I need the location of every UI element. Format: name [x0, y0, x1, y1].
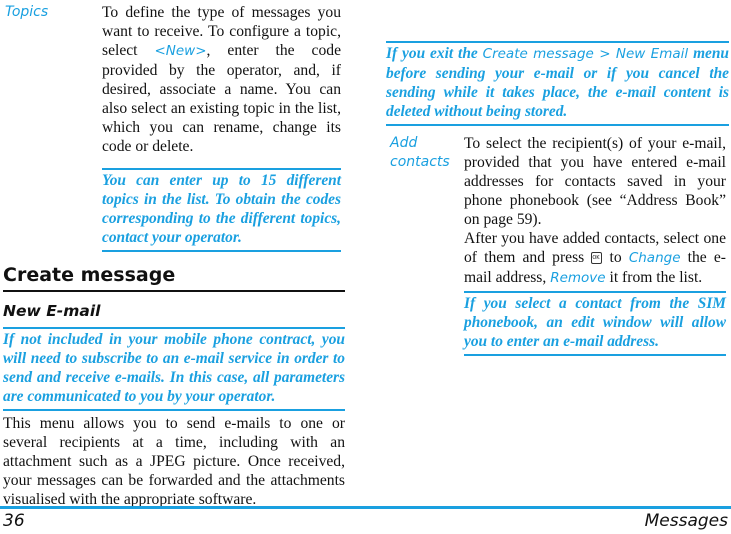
- text: it from the list.: [605, 269, 703, 286]
- section-name: Messages: [644, 511, 728, 531]
- topics-note: You can enter up to 15 different topics in the list. To obtain the codes corresponding to the different topics, contact your operator.: [102, 168, 341, 252]
- topics-description: [102, 3, 341, 156]
- text: If you exit the: [386, 45, 483, 62]
- change-keyword: Change: [628, 250, 681, 266]
- topics-label: Topics: [5, 4, 49, 20]
- remove-keyword: Remove: [550, 270, 606, 286]
- text: menu before sending your e-mail or if you cancel the sending while it takes place, the e-mail content is deleted without being stored.: [386, 45, 729, 120]
- add-contacts-description: [464, 134, 726, 288]
- subsection-heading: [3, 302, 345, 320]
- sim-note: If you select a contact from the SIM phonebook, an edit window will allow you to enter an e-mail address.: [464, 291, 726, 356]
- page-number: 36: [3, 511, 25, 531]
- new-email-description: This menu allows you to send e-mails to one or several recipients at a time, including with an attachment such as a JPEG picture. Once received, your messages can be forwarded and the attachments visualised with the appropriate software.: [3, 415, 345, 508]
- exit-note: [386, 41, 729, 126]
- menu-path: Create message > New Email: [482, 46, 689, 62]
- text: to: [602, 249, 629, 266]
- text: After you have added contacts, select one of them and press: [464, 230, 726, 266]
- add-contacts-label: Add contacts: [390, 135, 450, 170]
- section-heading: [3, 264, 345, 292]
- text: To select the recipient(s) of your e-mail, provided that you have entered e-mail addresses for contacts saved in your phone phonebook (see “Address Book” on page 59).: [464, 135, 726, 228]
- new-keyword: <New>: [154, 43, 207, 59]
- create-message-heading: Create message: [3, 264, 176, 286]
- subscription-note: If not included in your mobile phone contract, you will need to subscribe to an e-mail service in order to send and receive e-mails. In this case, all parameters are communicated to you by your operator.: [3, 327, 345, 411]
- ok-key-icon: OK: [591, 252, 602, 264]
- text: To define the type of messages you want to receive. To configure a topic, select: [102, 4, 341, 59]
- text: , enter the code provided by the operator, and, if desired, associate a name. You can also select an existing topic in the list, which you can rename, change its code or delete.: [102, 42, 341, 155]
- footer-rule: [0, 506, 731, 509]
- new-email-heading: New E-mail: [3, 302, 101, 320]
- text: the e-mail address,: [464, 249, 726, 286]
